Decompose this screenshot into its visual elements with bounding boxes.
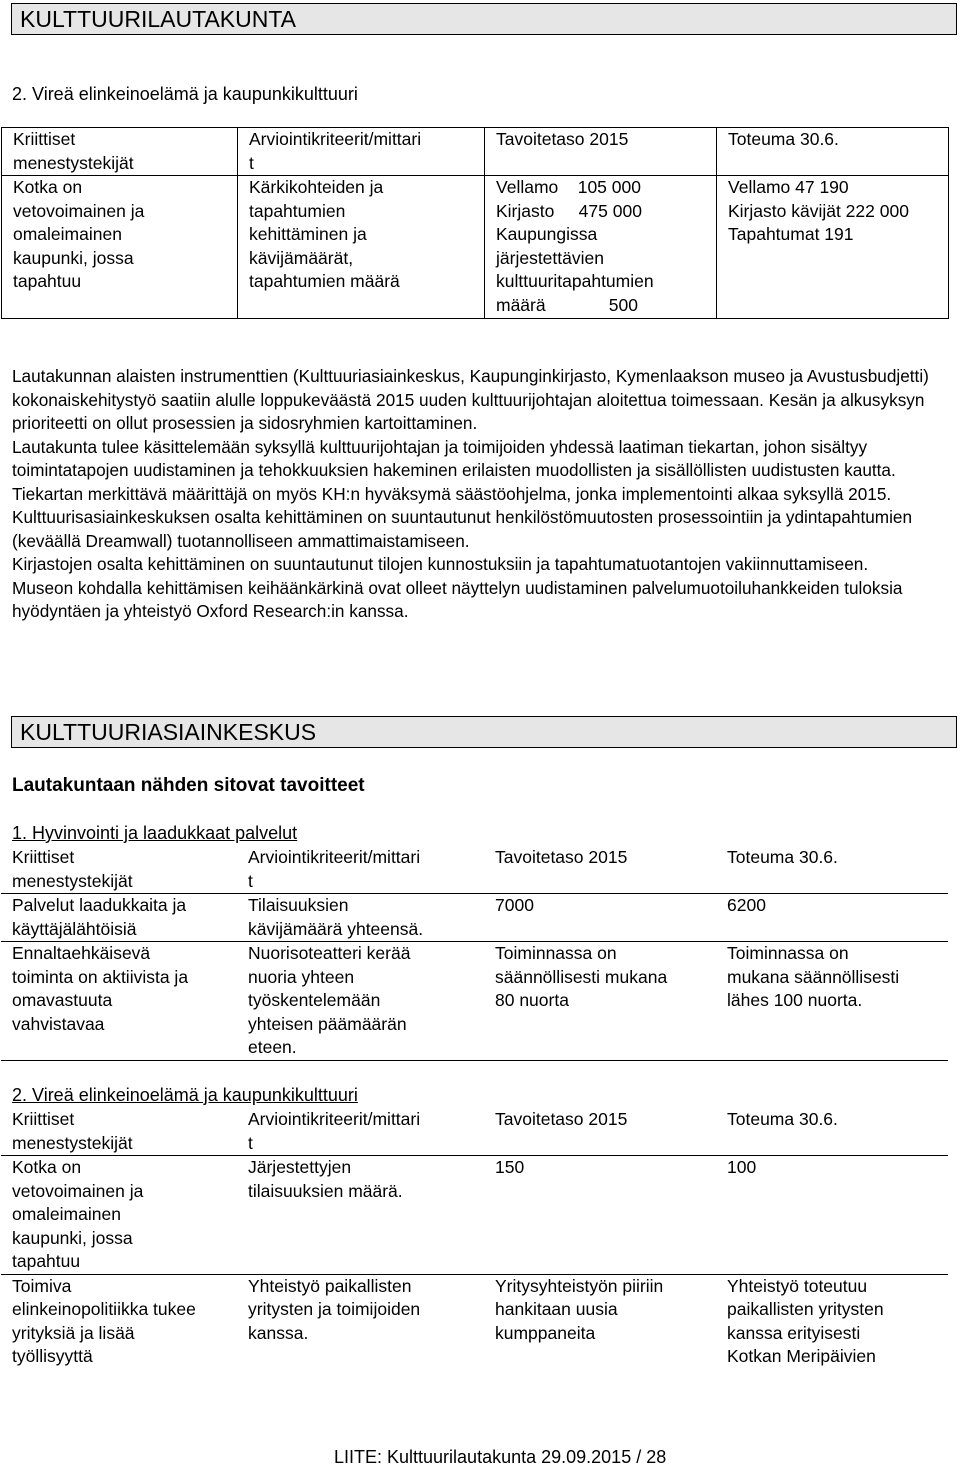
page-footer: LIITE: Kulttuurilautakunta 29.09.2015 / 28: [334, 1447, 667, 1467]
table-cell: Toiminnassa on mukana säännöllisesti lähes 100 nuorta.: [727, 943, 900, 1010]
body-text: [12, 365, 952, 624]
table-header-cell: Kriittiset menestystekijät: [1, 846, 237, 894]
goals-table-2: [1, 1108, 948, 1369]
table-cell: Ennaltaehkäisevä toiminta on aktiivista ja omavastuuta vahvistavaa: [12, 943, 189, 1034]
table3-title: 2. Vireä elinkeinoelämä ja kaupunkikulttuuri: [12, 1085, 358, 1105]
table-header-cell: Toteuma 30.6.: [716, 846, 948, 894]
table-cell: Tilaisuuksien kävijämäärä yhteensä.: [237, 894, 484, 942]
table-cell: 150: [484, 1156, 716, 1275]
body-paragraph: Kulttuurisasiainkeskuksen osalta kehittäminen on suuntautunut henkilöstömuutosten prosessointiin ja ydintapahtumien (keväällä Dreamwall) tuotannolliseen ammattimaistamiseen.: [12, 507, 913, 551]
table-row: [2, 176, 949, 319]
table-header-cell: Tavoitetaso 2015: [484, 846, 716, 894]
table-header-cell: Kriittiset menestystekijät: [1, 1108, 237, 1156]
table-header-row: [1, 846, 948, 894]
body-paragraph: Kirjastojen osalta kehittäminen on suuntautunut tilojen kunnostuksiin ja tapahtumatuotantojen vakiinnuttamiseen.: [12, 554, 869, 574]
table-header-cell: Tavoitetaso 2015: [485, 128, 717, 176]
table-cell: Yhteistyö toteutuu paikallisten yritysten kanssa erityisesti Kotkan Meripäivien: [727, 1275, 884, 1366]
goals-table-1: [1, 846, 948, 1061]
binding-goals-subtitle: Lautakuntaan nähden sitovat tavoitteet: [12, 775, 365, 796]
section1-title: 2. Vireä elinkeinoelämä ja kaupunkikulttuuri: [12, 84, 358, 104]
table-header-cell: Arviointikriteerit/mittari t: [237, 846, 484, 894]
table-row: [1, 942, 948, 1061]
table-header-cell: Toteuma 30.6.: [716, 1108, 948, 1156]
table-header-row: [2, 128, 949, 176]
table-cell: Yhteistyö paikallisten yritysten ja toimijoiden kanssa.: [248, 1275, 421, 1343]
table-cell: 6200: [716, 894, 948, 942]
body-paragraph: Lautakunta tulee käsittelemään syksyllä kulttuurijohtajan ja toimijoiden yhdessä laatiman tiekartan, johon sisältyy toimintatapojen uudistaminen ja tehokkuuksien hakeminen erilaisten muodollisten ja sisällöllisten uudistusten kautta. Tiekartan merkittävä määrittäjä on myös KH:n hyväksymä säästöohjelma, jonka implementointi alkaa syksyllä 2015.: [12, 436, 896, 504]
table-cell: Toimiva elinkeinopolitiikka tukee yrityksiä ja lisää työllisyyttä: [12, 1275, 196, 1366]
table-cell: Kotka on vetovoimainen ja omaleimainen kaupunki, jossa tapahtuu: [2, 176, 238, 319]
body-paragraph: Lautakunnan alaisten instrumenttien (Kulttuuriasiainkeskus, Kaupunginkirjasto, Kymenlaakson museo ja Avustusbudjetti) kokonaiskehitystyö saatiin alulle loppukeväästä 2015 uuden kulttuurijohtajan aloitettua toimessaan. Kesän ja alkusyksyn prioriteetti on ollut prosessien ja sidosryhmien kartoittaminen.: [12, 366, 929, 433]
table-header-cell: Kriittiset menestystekijät: [2, 128, 238, 176]
table-cell: 7000: [484, 894, 716, 942]
table-cell: Vellamo 47 190 Kirjasto kävijät 222 000 Tapahtumat 191: [717, 176, 949, 319]
table-cell: Toiminnassa on säännöllisesti mukana 80 nuorta: [495, 943, 668, 1010]
table2-title: 1. Hyvinvointi ja laadukkaat palvelut: [12, 823, 298, 843]
body-paragraph: Museon kohdalla kehittämisen keihäänkärkinä ovat olleet näyttelyn uudistaminen palvelumuotoiluhankkeiden tuloksia hyödyntäen ja yhteistyö Oxford Research:in kanssa.: [12, 577, 903, 621]
table-row: [1, 1156, 948, 1275]
page-header-title: KULTTUURILAUTAKUNTA: [11, 3, 957, 35]
table-cell: Järjestettyjen tilaisuuksien määrä.: [237, 1156, 484, 1275]
table-row: [1, 1274, 948, 1369]
table-cell: Kotka on vetovoimainen ja omaleimainen kaupunki, jossa tapahtuu: [1, 1156, 237, 1275]
table-cell: Vellamo 105 000 Kirjasto 475 000 Kaupungissa järjestettävien kulttuuritapahtumien määrä 500: [485, 176, 717, 319]
table-header-cell: Toteuma 30.6.: [717, 128, 949, 176]
table-cell: Nuorisoteatteri kerää nuoria yhteen työskentelemään yhteisen päämäärän eteen.: [248, 943, 411, 1057]
table-header-cell: Arviointikriteerit/mittari t: [238, 128, 485, 176]
table-cell: 100: [716, 1156, 948, 1275]
table-cell: Palvelut laadukkaita ja käyttäjälähtöisiä: [1, 894, 237, 942]
table-header-cell: Tavoitetaso 2015: [484, 1108, 716, 1156]
section-heading-box: KULTTUURIASIAINKESKUS: [11, 716, 957, 748]
section1-table: [1, 127, 949, 319]
table-header-cell: Arviointikriteerit/mittari t: [237, 1108, 484, 1156]
table-header-row: [1, 1108, 948, 1156]
table-cell: Yritysyhteistyön piiriin hankitaan uusia kumppaneita: [495, 1275, 664, 1343]
table-row: [1, 894, 948, 942]
table-cell: Kärkikohteiden ja tapahtumien kehittäminen ja kävijämäärät, tapahtumien määrä: [238, 176, 485, 319]
